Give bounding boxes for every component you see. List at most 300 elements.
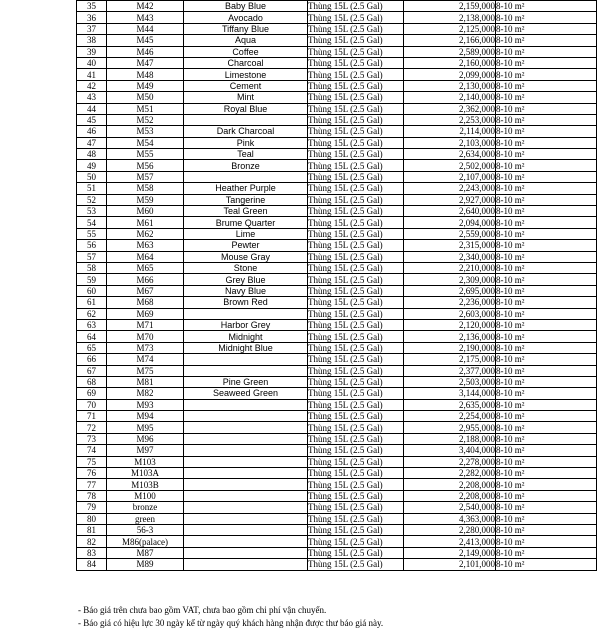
row-number-cell: 55 xyxy=(77,228,107,239)
color-name-cell xyxy=(184,456,308,467)
color-name-cell xyxy=(184,433,308,444)
coverage-cell: 8-10 m² xyxy=(496,103,597,114)
table-row xyxy=(77,171,597,182)
packaging-cell: Thùng 15L (2.5 Gal) xyxy=(308,46,404,57)
color-name-cell: Lime xyxy=(184,228,308,239)
price-cell: 4,363,000 xyxy=(404,513,496,524)
product-code-cell: M65 xyxy=(107,262,184,273)
color-name-cell: Dark Charcoal xyxy=(184,126,308,137)
price-cell: 2,236,000 xyxy=(404,297,496,308)
color-name-cell xyxy=(184,524,308,535)
product-code-cell: M44 xyxy=(107,23,184,34)
packaging-cell: Thùng 15L (2.5 Gal) xyxy=(308,365,404,376)
color-name-cell: Pink xyxy=(184,137,308,148)
color-name-cell xyxy=(184,559,308,570)
packaging-cell: Thùng 15L (2.5 Gal) xyxy=(308,194,404,205)
color-name-cell: Harbor Grey xyxy=(184,319,308,330)
coverage-cell: 8-10 m² xyxy=(496,445,597,456)
row-number-cell: 80 xyxy=(77,513,107,524)
product-code-cell: M71 xyxy=(107,319,184,330)
coverage-cell: 8-10 m² xyxy=(496,399,597,410)
color-name-cell: Limestone xyxy=(184,69,308,80)
table-row xyxy=(77,217,597,228)
coverage-cell: 8-10 m² xyxy=(496,12,597,23)
table-row xyxy=(77,149,597,160)
table-row xyxy=(77,524,597,535)
price-cell: 2,635,000 xyxy=(404,399,496,410)
table-row xyxy=(77,490,597,501)
coverage-cell: 8-10 m² xyxy=(496,502,597,513)
packaging-cell: Thùng 15L (2.5 Gal) xyxy=(308,114,404,125)
product-code-cell: M97 xyxy=(107,445,184,456)
coverage-cell: 8-10 m² xyxy=(496,46,597,57)
price-cell: 2,603,000 xyxy=(404,308,496,319)
table-row xyxy=(77,103,597,114)
table-row xyxy=(77,240,597,251)
product-code-cell: M56 xyxy=(107,160,184,171)
table-row xyxy=(77,262,597,273)
table-row xyxy=(77,445,597,456)
coverage-cell: 8-10 m² xyxy=(496,559,597,570)
color-name-cell: Baby Blue xyxy=(184,1,308,12)
table-row xyxy=(77,468,597,479)
color-name-cell xyxy=(184,114,308,125)
coverage-cell: 8-10 m² xyxy=(496,411,597,422)
color-name-cell: Tiffany Blue xyxy=(184,23,308,34)
color-name-cell: Grey Blue xyxy=(184,274,308,285)
table-row xyxy=(77,479,597,490)
row-number-cell: 77 xyxy=(77,479,107,490)
price-cell: 3,144,000 xyxy=(404,388,496,399)
product-code-cell: M61 xyxy=(107,217,184,228)
product-code-cell: M58 xyxy=(107,183,184,194)
row-number-cell: 60 xyxy=(77,285,107,296)
price-cell: 2,927,000 xyxy=(404,194,496,205)
row-number-cell: 36 xyxy=(77,12,107,23)
product-code-cell: M55 xyxy=(107,149,184,160)
packaging-cell: Thùng 15L (2.5 Gal) xyxy=(308,376,404,387)
notes xyxy=(78,604,383,630)
price-cell: 2,188,000 xyxy=(404,433,496,444)
color-name-cell xyxy=(184,536,308,547)
row-number-cell: 72 xyxy=(77,422,107,433)
price-cell: 2,695,000 xyxy=(404,285,496,296)
row-number-cell: 52 xyxy=(77,194,107,205)
price-cell: 2,540,000 xyxy=(404,502,496,513)
table-row xyxy=(77,388,597,399)
packaging-cell: Thùng 15L (2.5 Gal) xyxy=(308,92,404,103)
row-number-cell: 38 xyxy=(77,35,107,46)
product-code-cell: M75 xyxy=(107,365,184,376)
packaging-cell: Thùng 15L (2.5 Gal) xyxy=(308,354,404,365)
table-row xyxy=(77,365,597,376)
packaging-cell: Thùng 15L (2.5 Gal) xyxy=(308,297,404,308)
row-number-cell: 40 xyxy=(77,57,107,68)
packaging-cell: Thùng 15L (2.5 Gal) xyxy=(308,57,404,68)
table-row xyxy=(77,80,597,91)
coverage-cell: 8-10 m² xyxy=(496,524,597,535)
price-cell: 2,099,000 xyxy=(404,69,496,80)
coverage-cell: 8-10 m² xyxy=(496,251,597,262)
row-number-cell: 64 xyxy=(77,331,107,342)
price-cell: 2,130,000 xyxy=(404,80,496,91)
price-cell: 2,280,000 xyxy=(404,524,496,535)
product-code-cell: bronze xyxy=(107,502,184,513)
coverage-cell: 8-10 m² xyxy=(496,183,597,194)
price-cell: 2,640,000 xyxy=(404,206,496,217)
row-number-cell: 50 xyxy=(77,171,107,182)
packaging-cell: Thùng 15L (2.5 Gal) xyxy=(308,240,404,251)
product-code-cell: M103B xyxy=(107,479,184,490)
packaging-cell: Thùng 15L (2.5 Gal) xyxy=(308,456,404,467)
row-number-cell: 54 xyxy=(77,217,107,228)
product-code-cell: M43 xyxy=(107,12,184,23)
product-code-cell: M86(palace) xyxy=(107,536,184,547)
table-row xyxy=(77,160,597,171)
row-number-cell: 62 xyxy=(77,308,107,319)
product-code-cell: M93 xyxy=(107,399,184,410)
product-code-cell: M57 xyxy=(107,171,184,182)
coverage-cell: 8-10 m² xyxy=(496,468,597,479)
product-code-cell: green xyxy=(107,513,184,524)
color-name-cell xyxy=(184,308,308,319)
product-code-cell: M67 xyxy=(107,285,184,296)
price-cell: 2,114,000 xyxy=(404,126,496,137)
table-row xyxy=(77,331,597,342)
row-number-cell: 66 xyxy=(77,354,107,365)
product-code-cell: M73 xyxy=(107,342,184,353)
table-row xyxy=(77,46,597,57)
price-cell: 2,101,000 xyxy=(404,559,496,570)
color-name-cell xyxy=(184,502,308,513)
packaging-cell: Thùng 15L (2.5 Gal) xyxy=(308,559,404,570)
packaging-cell: Thùng 15L (2.5 Gal) xyxy=(308,126,404,137)
product-code-cell: M95 xyxy=(107,422,184,433)
coverage-cell: 8-10 m² xyxy=(496,23,597,34)
coverage-cell: 8-10 m² xyxy=(496,342,597,353)
coverage-cell: 8-10 m² xyxy=(496,456,597,467)
row-number-cell: 63 xyxy=(77,319,107,330)
row-number-cell: 81 xyxy=(77,524,107,535)
packaging-cell: Thùng 15L (2.5 Gal) xyxy=(308,445,404,456)
product-code-cell: M87 xyxy=(107,547,184,558)
table-row xyxy=(77,319,597,330)
coverage-cell: 8-10 m² xyxy=(496,217,597,228)
color-name-cell: Mouse Gray xyxy=(184,251,308,262)
row-number-cell: 83 xyxy=(77,547,107,558)
packaging-cell: Thùng 15L (2.5 Gal) xyxy=(308,251,404,262)
coverage-cell: 8-10 m² xyxy=(496,308,597,319)
price-cell: 2,955,000 xyxy=(404,422,496,433)
row-number-cell: 46 xyxy=(77,126,107,137)
product-code-cell: M70 xyxy=(107,331,184,342)
coverage-cell: 8-10 m² xyxy=(496,513,597,524)
coverage-cell: 8-10 m² xyxy=(496,35,597,46)
row-number-cell: 58 xyxy=(77,262,107,273)
product-code-cell: M103 xyxy=(107,456,184,467)
row-number-cell: 70 xyxy=(77,399,107,410)
product-code-cell: M60 xyxy=(107,206,184,217)
coverage-cell: 8-10 m² xyxy=(496,80,597,91)
color-name-cell: Aqua xyxy=(184,35,308,46)
price-cell: 2,125,000 xyxy=(404,23,496,34)
table-row xyxy=(77,376,597,387)
product-code-cell: M59 xyxy=(107,194,184,205)
table-row xyxy=(77,126,597,137)
color-name-cell: Pewter xyxy=(184,240,308,251)
product-code-cell: M68 xyxy=(107,297,184,308)
packaging-cell: Thùng 15L (2.5 Gal) xyxy=(308,399,404,410)
row-number-cell: 82 xyxy=(77,536,107,547)
packaging-cell: Thùng 15L (2.5 Gal) xyxy=(308,274,404,285)
product-code-cell: M96 xyxy=(107,433,184,444)
packaging-cell: Thùng 15L (2.5 Gal) xyxy=(308,513,404,524)
table-row xyxy=(77,285,597,296)
price-cell: 2,309,000 xyxy=(404,274,496,285)
product-code-cell: M46 xyxy=(107,46,184,57)
price-cell: 3,404,000 xyxy=(404,445,496,456)
table-row xyxy=(77,399,597,410)
product-code-cell: M74 xyxy=(107,354,184,365)
price-cell: 2,149,000 xyxy=(404,547,496,558)
price-cell: 2,136,000 xyxy=(404,331,496,342)
color-name-cell: Seaweed Green xyxy=(184,388,308,399)
packaging-cell: Thùng 15L (2.5 Gal) xyxy=(308,23,404,34)
packaging-cell: Thùng 15L (2.5 Gal) xyxy=(308,206,404,217)
row-number-cell: 67 xyxy=(77,365,107,376)
color-name-cell xyxy=(184,547,308,558)
packaging-cell: Thùng 15L (2.5 Gal) xyxy=(308,217,404,228)
coverage-cell: 8-10 m² xyxy=(496,388,597,399)
coverage-cell: 8-10 m² xyxy=(496,206,597,217)
row-number-cell: 59 xyxy=(77,274,107,285)
product-code-cell: M51 xyxy=(107,103,184,114)
product-code-cell: M69 xyxy=(107,308,184,319)
table-row xyxy=(77,559,597,570)
packaging-cell: Thùng 15L (2.5 Gal) xyxy=(308,536,404,547)
coverage-cell: 8-10 m² xyxy=(496,490,597,501)
coverage-cell: 8-10 m² xyxy=(496,137,597,148)
coverage-cell: 8-10 m² xyxy=(496,171,597,182)
row-number-cell: 57 xyxy=(77,251,107,262)
packaging-cell: Thùng 15L (2.5 Gal) xyxy=(308,35,404,46)
product-code-cell: M53 xyxy=(107,126,184,137)
table-row xyxy=(77,114,597,125)
packaging-cell: Thùng 15L (2.5 Gal) xyxy=(308,490,404,501)
row-number-cell: 74 xyxy=(77,445,107,456)
packaging-cell: Thùng 15L (2.5 Gal) xyxy=(308,524,404,535)
table-row xyxy=(77,137,597,148)
price-cell: 2,559,000 xyxy=(404,228,496,239)
color-name-cell xyxy=(184,411,308,422)
product-code-cell: M81 xyxy=(107,376,184,387)
product-code-cell: M63 xyxy=(107,240,184,251)
product-code-cell: M103A xyxy=(107,468,184,479)
table-row xyxy=(77,69,597,80)
row-number-cell: 61 xyxy=(77,297,107,308)
packaging-cell: Thùng 15L (2.5 Gal) xyxy=(308,12,404,23)
coverage-cell: 8-10 m² xyxy=(496,92,597,103)
table-row xyxy=(77,194,597,205)
packaging-cell: Thùng 15L (2.5 Gal) xyxy=(308,80,404,91)
coverage-cell: 8-10 m² xyxy=(496,114,597,125)
product-code-cell: M94 xyxy=(107,411,184,422)
coverage-cell: 8-10 m² xyxy=(496,57,597,68)
price-table xyxy=(76,0,597,571)
color-name-cell xyxy=(184,513,308,524)
table-row xyxy=(77,536,597,547)
coverage-cell: 8-10 m² xyxy=(496,331,597,342)
price-cell: 2,278,000 xyxy=(404,456,496,467)
packaging-cell: Thùng 15L (2.5 Gal) xyxy=(308,103,404,114)
price-cell: 2,208,000 xyxy=(404,490,496,501)
note-vat: - Báo giá trên chưa bao gồm VAT, chưa bao gồm chi phí vận chuyển. xyxy=(78,605,327,615)
row-number-cell: 65 xyxy=(77,342,107,353)
packaging-cell: Thùng 15L (2.5 Gal) xyxy=(308,547,404,558)
packaging-cell: Thùng 15L (2.5 Gal) xyxy=(308,262,404,273)
price-cell: 2,502,000 xyxy=(404,160,496,171)
price-cell: 2,362,000 xyxy=(404,103,496,114)
price-cell: 2,166,000 xyxy=(404,35,496,46)
row-number-cell: 45 xyxy=(77,114,107,125)
row-number-cell: 44 xyxy=(77,103,107,114)
row-number-cell: 71 xyxy=(77,411,107,422)
packaging-cell: Thùng 15L (2.5 Gal) xyxy=(308,171,404,182)
table-row xyxy=(77,502,597,513)
product-code-cell: M64 xyxy=(107,251,184,262)
row-number-cell: 73 xyxy=(77,433,107,444)
price-cell: 2,175,000 xyxy=(404,354,496,365)
coverage-cell: 8-10 m² xyxy=(496,354,597,365)
packaging-cell: Thùng 15L (2.5 Gal) xyxy=(308,388,404,399)
table-row xyxy=(77,297,597,308)
color-name-cell xyxy=(184,468,308,479)
product-code-cell: M48 xyxy=(107,69,184,80)
color-name-cell: Cement xyxy=(184,80,308,91)
row-number-cell: 53 xyxy=(77,206,107,217)
packaging-cell: Thùng 15L (2.5 Gal) xyxy=(308,468,404,479)
product-code-cell: 56-3 xyxy=(107,524,184,535)
table-row xyxy=(77,513,597,524)
row-number-cell: 79 xyxy=(77,502,107,513)
color-name-cell: Teal xyxy=(184,149,308,160)
packaging-cell: Thùng 15L (2.5 Gal) xyxy=(308,149,404,160)
row-number-cell: 75 xyxy=(77,456,107,467)
table-row xyxy=(77,1,597,12)
price-cell: 2,340,000 xyxy=(404,251,496,262)
packaging-cell: Thùng 15L (2.5 Gal) xyxy=(308,308,404,319)
coverage-cell: 8-10 m² xyxy=(496,69,597,80)
price-cell: 2,107,000 xyxy=(404,171,496,182)
product-code-cell: M66 xyxy=(107,274,184,285)
packaging-cell: Thùng 15L (2.5 Gal) xyxy=(308,422,404,433)
row-number-cell: 69 xyxy=(77,388,107,399)
color-name-cell xyxy=(184,422,308,433)
color-name-cell xyxy=(184,365,308,376)
row-number-cell: 56 xyxy=(77,240,107,251)
coverage-cell: 8-10 m² xyxy=(496,376,597,387)
coverage-cell: 8-10 m² xyxy=(496,240,597,251)
price-cell: 2,243,000 xyxy=(404,183,496,194)
coverage-cell: 8-10 m² xyxy=(496,422,597,433)
table-row xyxy=(77,92,597,103)
price-table-body xyxy=(77,1,597,571)
price-cell: 2,315,000 xyxy=(404,240,496,251)
row-number-cell: 47 xyxy=(77,137,107,148)
packaging-cell: Thùng 15L (2.5 Gal) xyxy=(308,342,404,353)
price-cell: 2,120,000 xyxy=(404,319,496,330)
color-name-cell xyxy=(184,171,308,182)
table-row xyxy=(77,354,597,365)
coverage-cell: 8-10 m² xyxy=(496,297,597,308)
color-name-cell: Royal Blue xyxy=(184,103,308,114)
color-name-cell: Stone xyxy=(184,262,308,273)
coverage-cell: 8-10 m² xyxy=(496,194,597,205)
row-number-cell: 49 xyxy=(77,160,107,171)
table-row xyxy=(77,411,597,422)
row-number-cell: 39 xyxy=(77,46,107,57)
table-row xyxy=(77,274,597,285)
price-cell: 2,138,000 xyxy=(404,12,496,23)
product-code-cell: M45 xyxy=(107,35,184,46)
table-row xyxy=(77,342,597,353)
coverage-cell: 8-10 m² xyxy=(496,274,597,285)
row-number-cell: 43 xyxy=(77,92,107,103)
product-code-cell: M89 xyxy=(107,559,184,570)
row-number-cell: 42 xyxy=(77,80,107,91)
product-code-cell: M100 xyxy=(107,490,184,501)
coverage-cell: 8-10 m² xyxy=(496,433,597,444)
color-name-cell: Navy Blue xyxy=(184,285,308,296)
coverage-cell: 8-10 m² xyxy=(496,228,597,239)
packaging-cell: Thùng 15L (2.5 Gal) xyxy=(308,319,404,330)
row-number-cell: 51 xyxy=(77,183,107,194)
coverage-cell: 8-10 m² xyxy=(496,285,597,296)
color-name-cell: Charcoal xyxy=(184,57,308,68)
row-number-cell: 37 xyxy=(77,23,107,34)
product-code-cell: M54 xyxy=(107,137,184,148)
table-row xyxy=(77,456,597,467)
price-cell: 2,159,000 xyxy=(404,1,496,12)
color-name-cell: Midnight Blue xyxy=(184,342,308,353)
color-name-cell xyxy=(184,479,308,490)
coverage-cell: 8-10 m² xyxy=(496,319,597,330)
table-row xyxy=(77,23,597,34)
table-row xyxy=(77,547,597,558)
coverage-cell: 8-10 m² xyxy=(496,1,597,12)
coverage-cell: 8-10 m² xyxy=(496,547,597,558)
coverage-cell: 8-10 m² xyxy=(496,479,597,490)
table-row xyxy=(77,12,597,23)
color-name-cell: Mint xyxy=(184,92,308,103)
product-code-cell: M62 xyxy=(107,228,184,239)
table-row xyxy=(77,183,597,194)
packaging-cell: Thùng 15L (2.5 Gal) xyxy=(308,1,404,12)
table-row xyxy=(77,251,597,262)
packaging-cell: Thùng 15L (2.5 Gal) xyxy=(308,183,404,194)
color-name-cell xyxy=(184,354,308,365)
price-cell: 2,253,000 xyxy=(404,114,496,125)
row-number-cell: 68 xyxy=(77,376,107,387)
packaging-cell: Thùng 15L (2.5 Gal) xyxy=(308,160,404,171)
coverage-cell: 8-10 m² xyxy=(496,536,597,547)
table-row xyxy=(77,228,597,239)
color-name-cell: Teal Green xyxy=(184,206,308,217)
price-cell: 2,377,000 xyxy=(404,365,496,376)
table-row xyxy=(77,57,597,68)
price-cell: 2,208,000 xyxy=(404,479,496,490)
table-row xyxy=(77,422,597,433)
